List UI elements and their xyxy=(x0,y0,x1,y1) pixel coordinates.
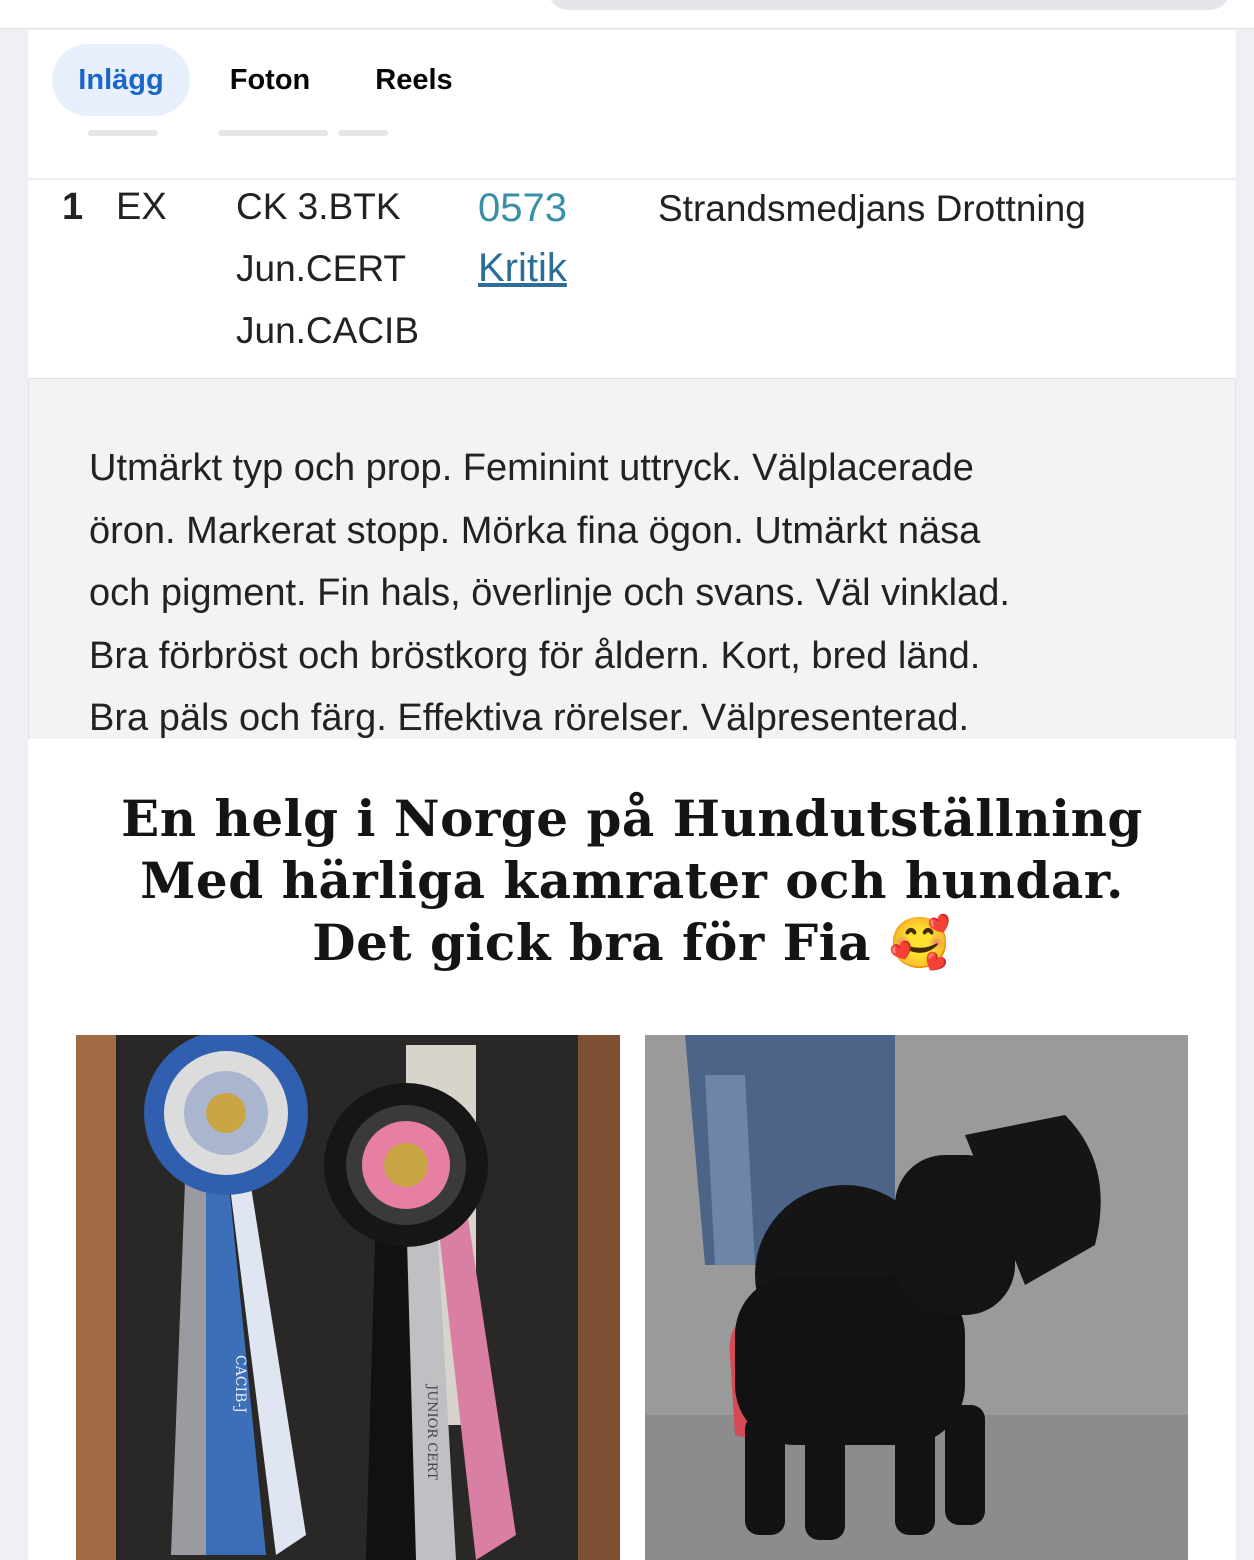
cropped-text-fragment xyxy=(88,130,158,136)
cropped-text-fragment xyxy=(218,130,328,136)
critique-line: Bra förbröst och bröstkorg för åldern. Kort, bred länd. xyxy=(89,634,981,677)
headline-line: En helg i Norge på Hundutställning xyxy=(121,789,1143,848)
award-item: CK 3.BTK xyxy=(236,186,401,227)
critique-line: Bra päls och färg. Effektiva rörelser. Välpresenterad. xyxy=(89,697,970,739)
award-item: Jun.CERT xyxy=(236,248,406,289)
search-bar[interactable] xyxy=(548,0,1230,10)
dog-photo[interactable] xyxy=(645,1035,1188,1560)
row-divider xyxy=(28,178,1236,180)
critique-line: och pigment. Fin hals, överlinje och svans. Väl vinklad. xyxy=(89,572,1010,614)
placement: 1 xyxy=(62,186,84,228)
tab-reels[interactable]: Reels xyxy=(375,64,453,96)
tab-inlagg[interactable]: Inlägg xyxy=(52,44,190,116)
kritik-link[interactable]: Kritik xyxy=(478,246,567,290)
post xyxy=(28,130,1236,1560)
rosettes-photo[interactable] xyxy=(76,1035,620,1560)
critique-box xyxy=(28,378,1236,739)
critique-line: öron. Markerat stopp. Mörka fina ögon. Utmärkt näsa xyxy=(89,509,981,552)
critique-text xyxy=(89,437,1199,739)
profile-tabs xyxy=(28,30,1236,130)
result-row xyxy=(28,130,1236,380)
profile-content-card xyxy=(28,30,1236,1560)
post-headline xyxy=(28,788,1236,974)
rosette-label: CACIB-J xyxy=(232,1355,248,1413)
grade: EX xyxy=(116,186,167,228)
tab-foton[interactable]: Foton xyxy=(229,64,311,96)
critique-line: Utmärkt typ och prop. Feminint uttryck. Välplacerade xyxy=(89,447,974,489)
award-item: Jun.CACIB xyxy=(236,310,420,351)
dog-name: Strandsmedjans Drottning xyxy=(658,188,1086,229)
catalog-number: 0573 xyxy=(478,186,567,230)
awards-list xyxy=(236,176,419,362)
cropped-text-fragment xyxy=(338,130,388,136)
headline-line: Med härliga kamrater och hundar. xyxy=(140,851,1124,910)
top-bar xyxy=(0,0,1254,29)
rosette-label: JUNIOR CERT xyxy=(424,1385,439,1480)
headline-line: Det gick bra för Fia 🥰 xyxy=(312,913,952,972)
